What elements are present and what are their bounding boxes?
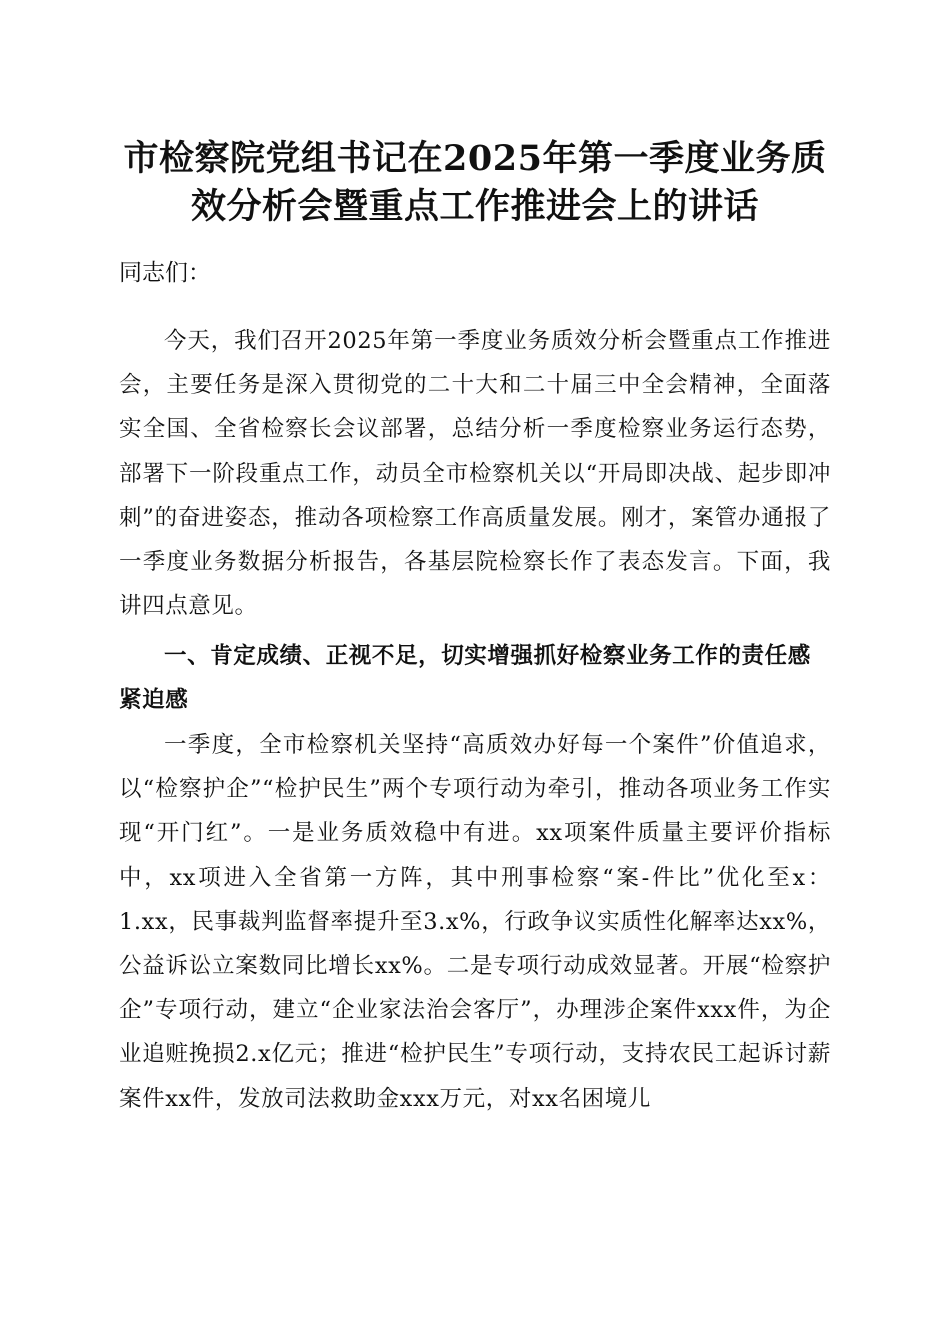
paragraph-section-1: 一季度，全市检察机关坚持“高质效办好每一个案件”价值追求，以“检察护企”“检护民生”两个专项行动为牵引，推动各项业务工作实现“开门红”。一是业务质效稳中有进。xx项案件质量主要评价指标中，xx项进入全省第一方阵，其中刑事检察“案-件比”优化至x：1.xx，民事裁判监督率提升至3.x%，行政争议实质性化解率达xx%，公益诉讼立案数同比增长xx%。二是专项行动成效显著。开展“检察护企”专项行动，建立“企业家法治会客厅”，办理涉企案件xxx件，为企业追赃挽损2.x亿元；推进“检护民生”专项行动，支持农民工起诉讨薪案件xx件，发放司法救助金xxx万元，对xx名困境儿 [119,732,831,1112]
document-title-line-1: 市检察院党组书记在2025年第一季度业务质 [123,138,827,179]
section-heading-1: 一、肯定成绩、正视不足，切实增强抓好检察业务工作的责任感紧迫感 [119,643,811,713]
document-title-line-2: 效分析会暨重点工作推进会上的讲话 [190,186,759,227]
salutation: 同志们： [119,260,211,286]
paragraph-intro: 今天，我们召开2025年第一季度业务质效分析会暨重点工作推进会，主要任务是深入贯彻党的二十大和二十届三中全会精神，全面落实全国、全省检察长会议部署，总结分析一季度检察业务运行态势，部署下一阶段重点工作，动员全市检察机关以“开局即决战、起步即冲刺”的奋进姿态，推动各项检察工作高质量发展。刚才，案管办通报了一季度业务数据分析报告，各基层院检察长作了表态发言。下面，我讲四点意见。 [119,328,831,620]
